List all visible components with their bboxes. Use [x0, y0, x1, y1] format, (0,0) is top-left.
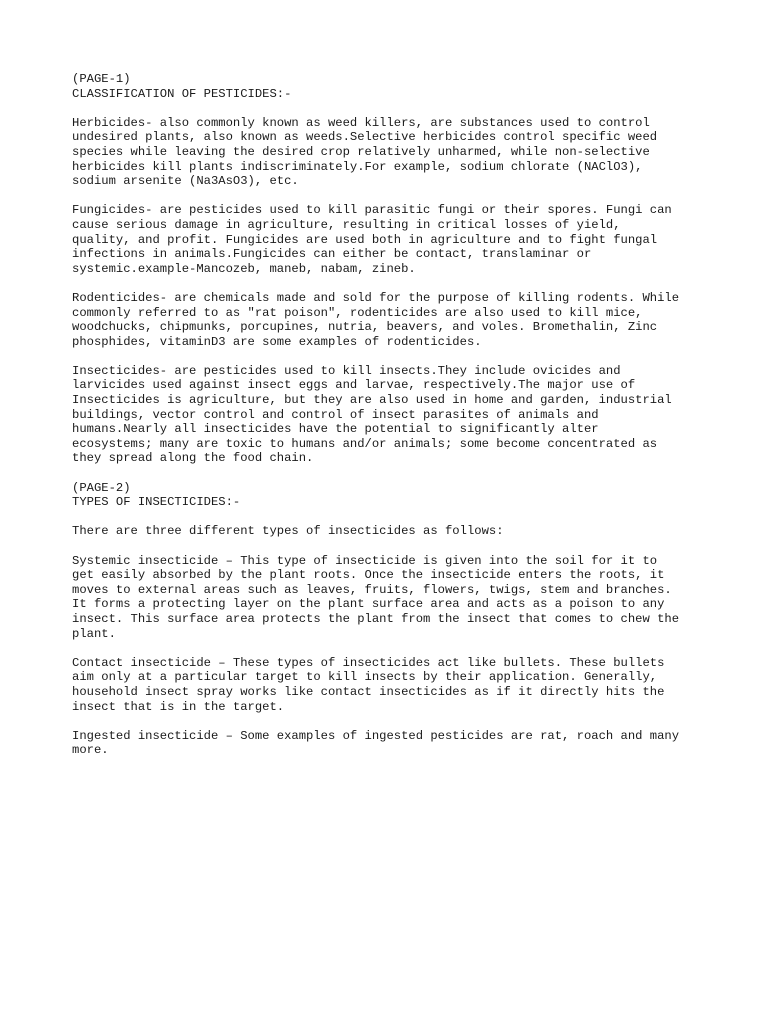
types-intro-paragraph — [72, 524, 712, 539]
text-line: sodium arsenite (Na3AsO3), etc. — [72, 174, 299, 189]
text-line: Fungicides- are pesticides used to kill parasitic fungi or their spores. Fungi can — [72, 203, 672, 218]
contact-paragraph — [72, 656, 712, 714]
text-line: Herbicides- also commonly known as weed killers, are substances used to control — [72, 115, 650, 130]
text-line: they spread along the food chain. — [72, 451, 314, 466]
ingested-paragraph — [72, 729, 712, 758]
text-line: herbicides kill plants indiscriminately.For example, sodium chlorate (NAClO3), — [72, 159, 643, 174]
page-1-header — [72, 72, 712, 101]
text-line: larvicides used against insect eggs and larvae, respectively.The major use of — [72, 378, 636, 393]
herbicides-paragraph — [72, 116, 712, 189]
text-line: It forms a protecting layer on the plant surface area and acts as a poison to any — [72, 597, 665, 612]
text-line: commonly referred to as "rat poison", rodenticides are also used to kill mice, — [72, 305, 643, 320]
text-line: insect that is in the target. — [72, 699, 285, 714]
insecticides-paragraph — [72, 364, 712, 466]
text-line: systemic.example-Mancozeb, maneb, nabam, zineb. — [72, 261, 416, 276]
text-line: infections in animals.Fungicides can either be contact, translaminar or — [72, 247, 592, 262]
text-line: moves to external areas such as leaves, fruits, flowers, twigs, stem and branches. — [72, 582, 672, 597]
text-line: (PAGE-1) — [72, 72, 131, 86]
text-line: (PAGE-2) — [72, 480, 131, 495]
text-line: plant. — [72, 626, 116, 641]
text-line: buildings, vector control and control of insect parasites of animals and — [72, 407, 599, 422]
text-line: woodchucks, chipmunks, porcupines, nutria, beavers, and voles. Bromethalin, Zinc — [72, 320, 658, 335]
text-line: quality, and profit. Fungicides are used both in agriculture and to fight fungal — [72, 232, 658, 247]
text-line: phosphides, vitaminD3 are some examples of rodenticides. — [72, 334, 482, 349]
text-line: Rodenticides- are chemicals made and sold for the purpose of killing rodents. While — [72, 290, 680, 305]
text-line: insect. This surface area protects the plant from the insect that comes to chew the — [72, 611, 680, 626]
systemic-paragraph — [72, 554, 712, 642]
text-line: species while leaving the desired crop relatively unharmed, while non-selective — [72, 144, 650, 159]
text-line: Contact insecticide – These types of insecticides act like bullets. These bullets — [72, 655, 665, 670]
text-line: aim only at a particular target to kill insects by their application. Generally, — [72, 670, 658, 685]
text-line: CLASSIFICATION OF PESTICIDES:- — [72, 86, 292, 101]
text-line: more. — [72, 743, 109, 758]
text-line: ecosystems; many are toxic to humans and/or animals; some become concentrated as — [72, 436, 658, 451]
document-page — [72, 72, 712, 773]
text-line: household insect spray works like contact insecticides as if it directly hits the — [72, 684, 665, 699]
text-line: Ingested insecticide – Some examples of ingested pesticides are rat, roach and many — [72, 728, 680, 743]
text-line: humans.Nearly all insecticides have the potential to significantly alter — [72, 422, 599, 437]
text-line: Insecticides is agriculture, but they are also used in home and garden, industrial — [72, 393, 672, 408]
text-line: Insecticides- are pesticides used to kill insects.They include ovicides and — [72, 363, 621, 378]
fungicides-paragraph — [72, 203, 712, 276]
text-line: undesired plants, also known as weeds.Selective herbicides control specific weed — [72, 130, 658, 145]
rodenticides-paragraph — [72, 291, 712, 349]
text-line: TYPES OF INSECTICIDES:- — [72, 495, 241, 510]
text-line: cause serious damage in agriculture, resulting in critical losses of yield, — [72, 217, 621, 232]
page-2-header — [72, 481, 712, 510]
text-line: There are three different types of insecticides as follows: — [72, 524, 504, 539]
text-line: get easily absorbed by the plant roots. Once the insecticide enters the roots, it — [72, 568, 665, 583]
text-line: Systemic insecticide – This type of insecticide is given into the soil for it to — [72, 553, 658, 568]
